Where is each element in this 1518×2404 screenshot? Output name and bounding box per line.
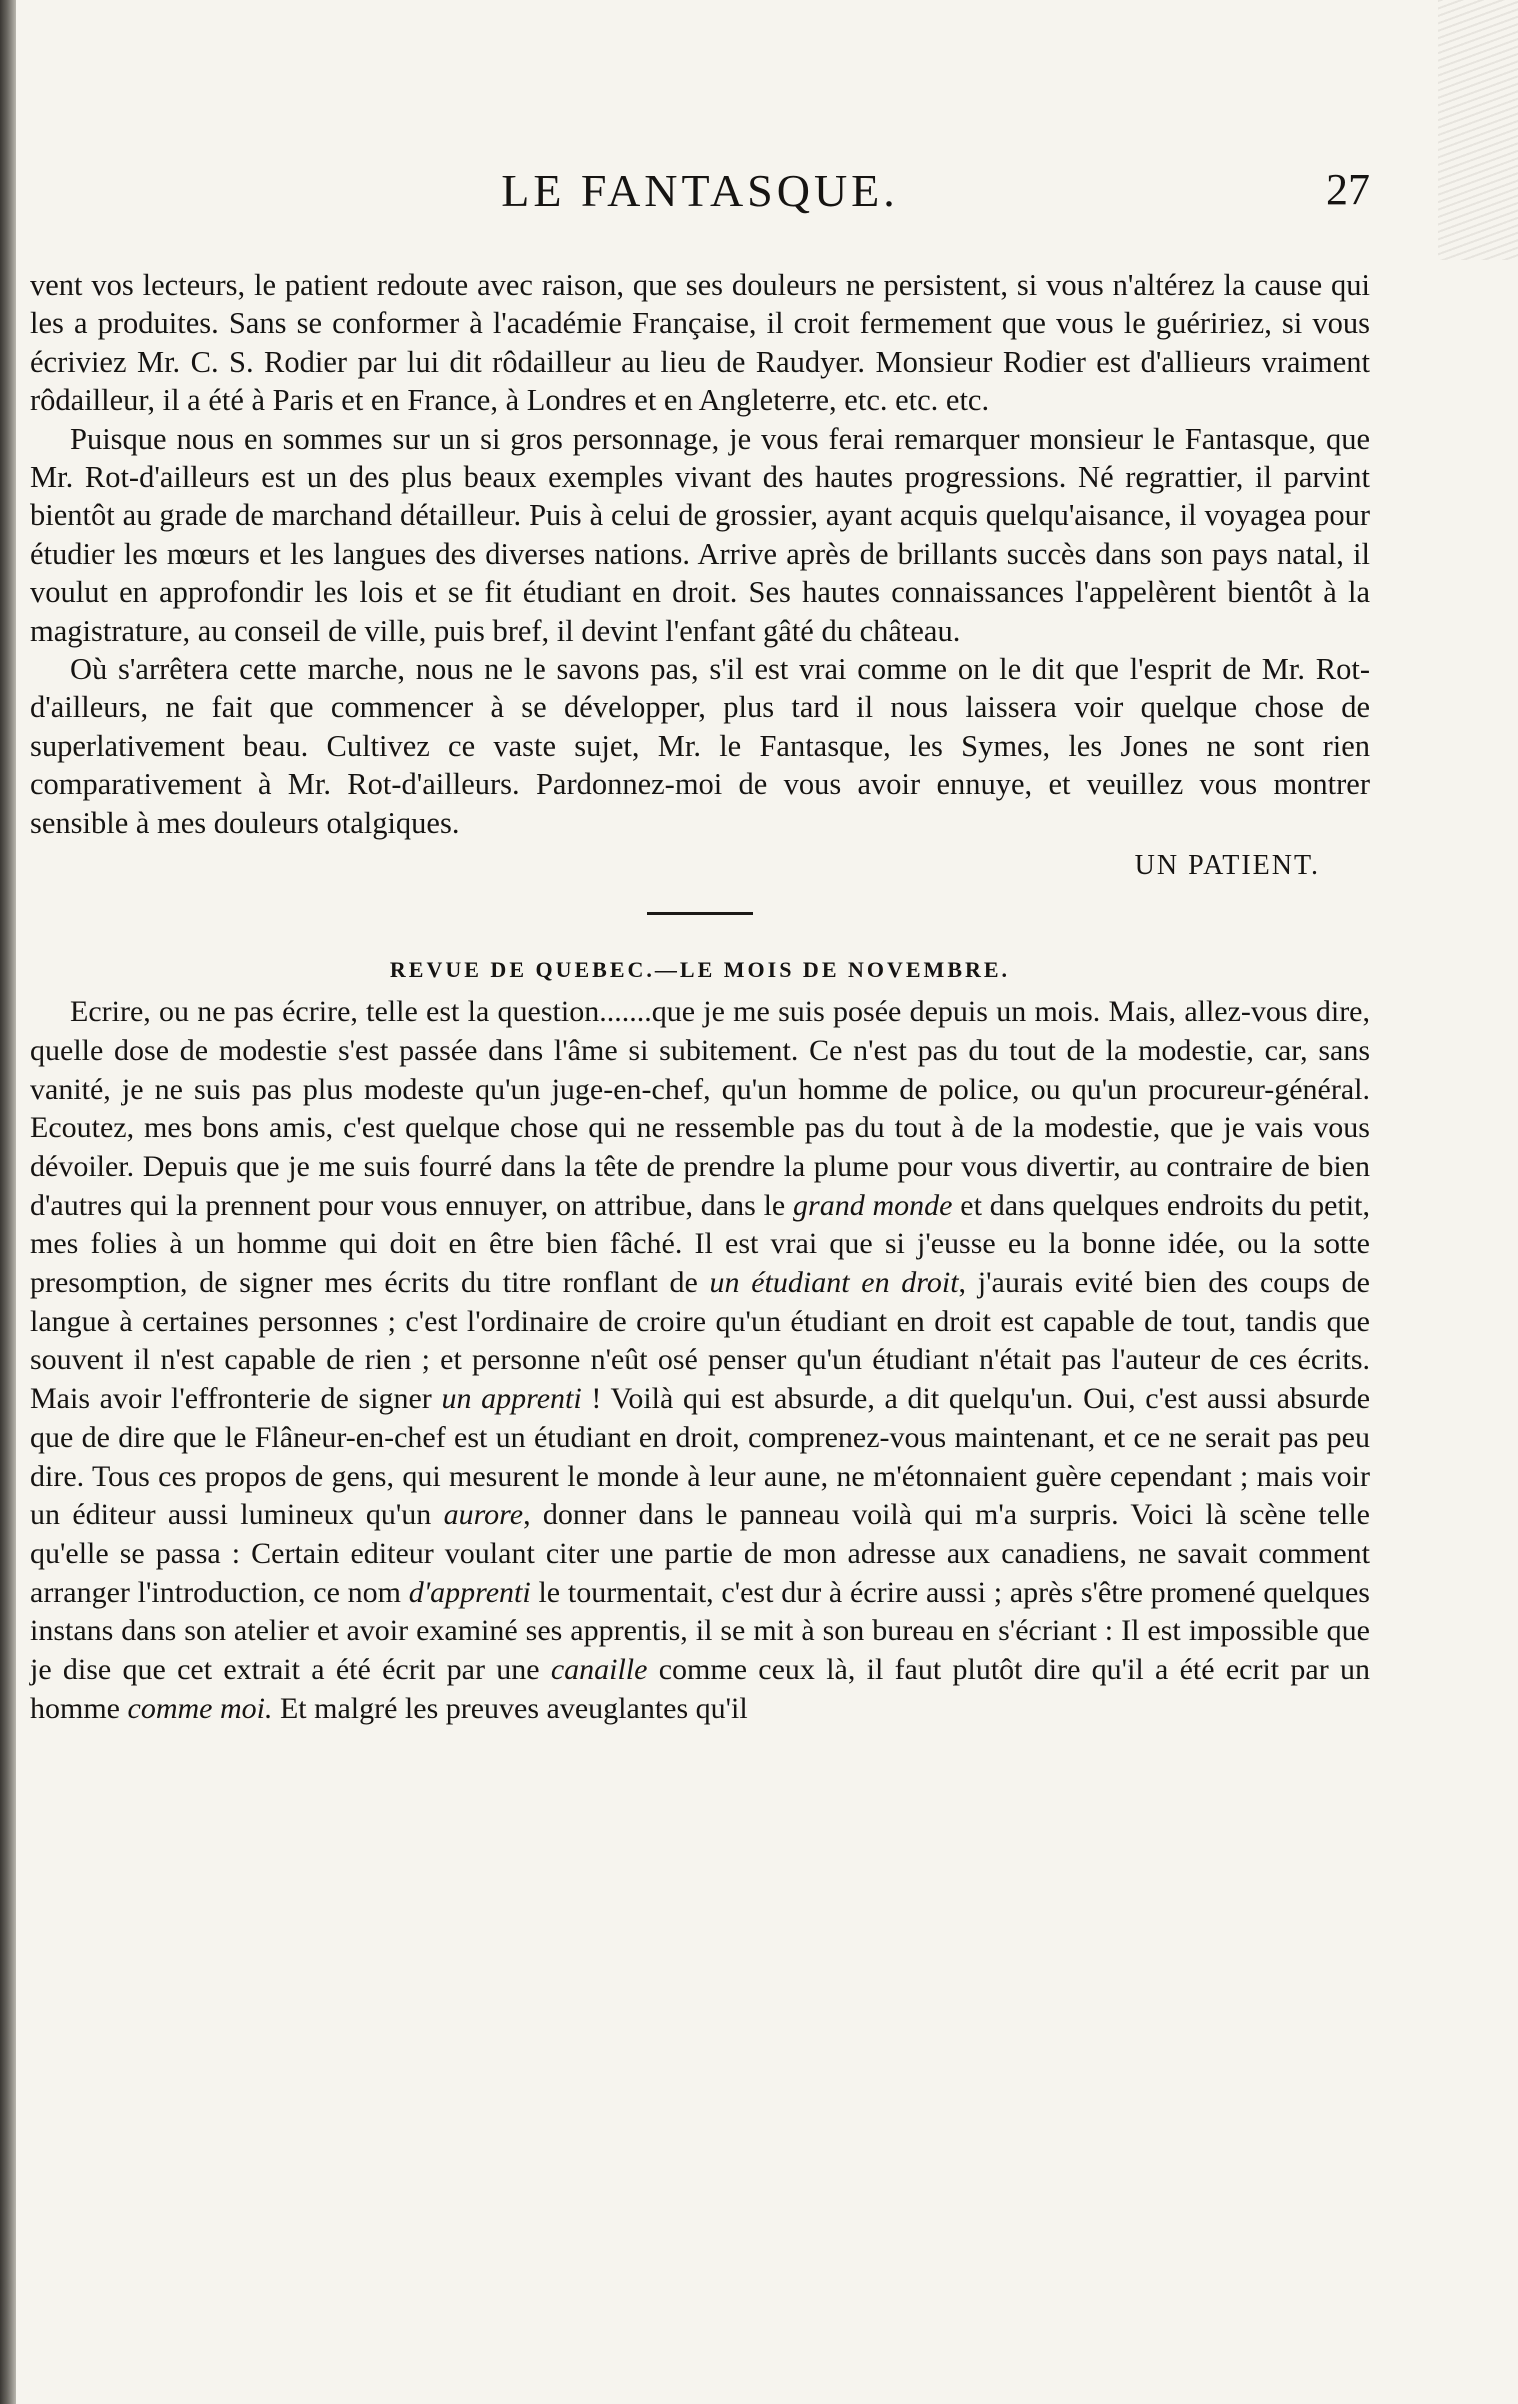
revue-paragraph	[30, 993, 1370, 1728]
paper-corner-texture	[1438, 0, 1518, 260]
revue-text-7: comme ceux là, il faut plutôt dire qu'il a été ecrit par un homme	[30, 1653, 1370, 1725]
italic-phrase-aurore: aurore	[443, 1498, 524, 1532]
letter-signature: UN PATIENT.	[1134, 850, 1320, 882]
revue-text-5: , donner dans le panneau voilà qui m'a surpris. Voici là scène telle qu'elle se passa : Certain editeur voulant citer une partie de mon adresse aux canadiens, ne savait comment arranger l'introduction, ce nom	[30, 1498, 1370, 1609]
italic-phrase-d-apprenti: d'apprenti	[408, 1575, 531, 1609]
italic-phrase-canaille: canaille	[550, 1653, 648, 1687]
revue-text-3: , j'aurais evité bien des coups de langue à certaines personnes ; c'est l'ordinaire de croire qu'un étudiant en droit est capable de tout, tandis que souvent il n'est capable de rien ; et personne n'eût osé penser qu'un étudiant n'était pas l'auteur de ces écrits. Mais avoir l'effronterie de signer	[30, 1266, 1370, 1416]
page-body	[30, 266, 1370, 1728]
section-divider	[647, 912, 753, 915]
revue-text-4: ! Voilà qui est absurde, a dit quelqu'un. Oui, c'est aussi absurde que de dire que le Flâneur-en-chef est un étudiant en droit, comprenez-vous maintenant, et ce ne serait pas peu dire. Tous ces propos de gens, qui mesurent le monde à leur aune, ne m'étonnaient guère cependant ; mais voir un éditeur aussi lumineux qu'un	[30, 1382, 1371, 1532]
revue-text-6: le tourmentait, c'est dur à écrire aussi ; après s'être promené quelques instans dans son atelier et avoir examiné ses apprentis, il se mit à son bureau en s'écriant : Il est impossible que je dise que cet extrait a été écrit par une	[30, 1575, 1370, 1687]
running-head	[30, 150, 1370, 220]
section-heading: REVUE DE QUEBEC.—LE MOIS DE NOVEMBRE.	[389, 957, 1011, 983]
letter-paragraph-2: Puisque nous en sommes sur un si gros personnage, je vous ferai remarquer monsieur le Fantasque, que Mr. Rot-d'ailleurs est un des plus beaux exemples vivant des hautes progressions. Né regrattier, il parvint bientôt au grade de marchand détailleur. Puis à celui de grossier, ayant acquis quelqu'aisance, il voyagea pour étudier les mœurs et les langues des diverses nations. Arrive après de brillants succès dans son pays natal, il voulut en approfondir les lois et se fit étudiant en droit. Ses hautes connaissances l'appelèrent bientôt à la magistrature, au conseil de ville, puis bref, il devint l'enfant gâté du château.	[30, 421, 1370, 648]
italic-phrase-etudiant-en-droit: un étudiant en droit	[709, 1266, 959, 1300]
letter-paragraph-3: Où s'arrêtera cette marche, nous ne le savons pas, s'il est vrai comme on le dit que l'esprit de Mr. Rot-d'ailleurs, ne fait que commencer à se développer, plus tard il nous laissera voir quelque chose de superlativement beau. Cultivez ce vaste sujet, Mr. le Fantasque, les Symes, les Jones ne sont rien comparativement à Mr. Rot-d'ailleurs. Pardonnez-moi de vous avoir ennuye, et veuillez vous montrer sensible à mes douleurs otalgiques.	[30, 652, 1370, 840]
letter-section	[30, 266, 1370, 886]
journal-title: LE FANTASQUE.	[501, 165, 899, 216]
page-number: 27	[1326, 165, 1370, 214]
italic-phrase-un-apprenti: un apprenti	[441, 1382, 582, 1416]
revue-section	[30, 955, 1370, 1728]
book-page	[30, 0, 1370, 2404]
italic-phrase-grand-monde: grand monde	[793, 1188, 953, 1222]
italic-phrase-comme-moi: comme moi.	[127, 1691, 273, 1725]
letter-paragraph-1: vent vos lecteurs, le patient redoute avec raison, que ses douleurs ne persistent, si vous n'altérez la cause qui les a produites. Sans se conformer à l'académie Française, il croit fermement que vous le guéririez, si vous écriviez Mr. C. S. Rodier par lui dit rôdailleur au lieu de Raudyer. Monsieur Rodier est d'allieurs vraiment rôdailleur, il a été à Paris et en France, à Londres et en Angleterre, etc. etc. etc.	[30, 268, 1370, 418]
book-spine-shadow	[0, 0, 16, 2404]
revue-text-8: Et malgré les preuves aveuglantes qu'il	[272, 1691, 748, 1725]
revue-text-2: et dans quelques endroits du petit, mes folies à un homme qui doit en être bien fâché. Il est vrai que si j'eusse eu la bonne idée, ou la sotte presomption, de signer mes écrits du titre ronflant de	[30, 1188, 1370, 1300]
revue-text-1: Ecrire, ou ne pas écrire, telle est la question.......que je me suis posée depuis un mois. Mais, allez-vous dire, quelle dose de modestie s'est passée dans l'âme si subitement. Ce n'est pas du tout de la modestie, car, sans vanité, je ne suis pas plus modeste qu'un juge-en-chef, qu'un homme de police, ou qu'un procureur-général. Ecoutez, mes bons amis, c'est quelque chose qui ne ressemble pas du tout à de la modestie, que je vais vous dévoiler. Depuis que je me suis fourré dans la tête de prendre la plume pour vous divertir, au contraire de bien d'autres qui la prennent pour vous ennuyer, on attribue, dans le	[30, 995, 1370, 1222]
